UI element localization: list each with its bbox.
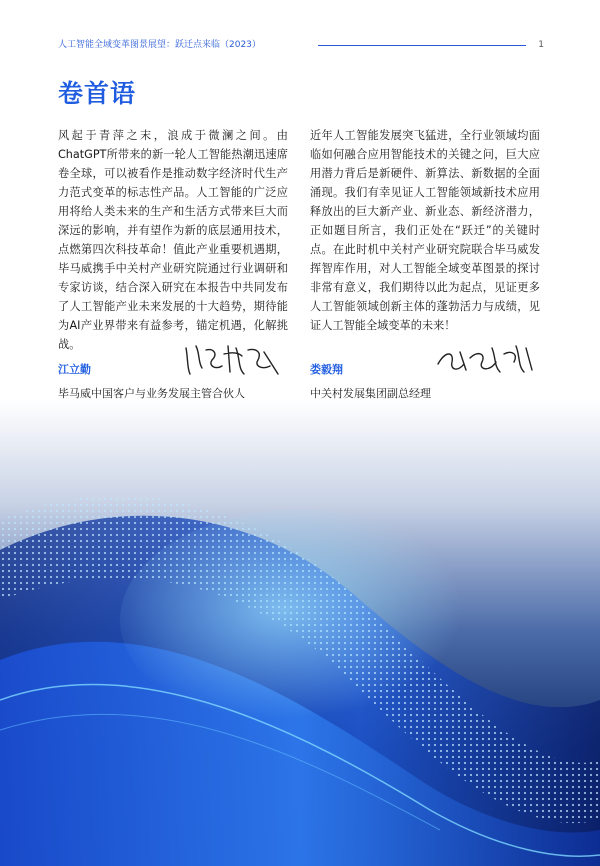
left-paragraph: 风起于青萍之末，浪成于微澜之间。由ChatGPT所带来的新一轮人工智能热潮迅速席卷全球，可以被看作是推动数字经济时代生产力范式变革的标志性产品。人工智能的广泛应用将给人类未来的生产和生活方式带来巨大而深远的影响，并有望作为新的底层通用技术，点燃第四次科技革命！值此产业重要机遇期，毕马威携手中关村产业研究院通过行业调研和专家访谈，结合深入研究在本报告中共同发布了人工智能产业未来发展的十大趋势，期待能为AI产业界带来有益参考，锚定机遇，化解挑战。 [58,129,288,351]
handwritten-signature-left [178,340,288,380]
right-column [310,126,540,335]
signatory-role-left: 毕马威中国客户与业务发展主管合伙人 [58,387,245,400]
signature-block-left [58,340,298,410]
signatory-name-left: 江立勤 [58,363,91,376]
header-divider [318,45,526,46]
signatory-role-right: 中关村发展集团副总经理 [310,387,431,400]
left-column [58,126,288,354]
signatory-name-right: 娄毅翔 [310,363,343,376]
handwritten-signature-right [432,340,542,380]
page-header [58,38,544,54]
page-number: 1 [538,40,544,50]
wave-background-art [0,400,600,866]
signature-block-right [310,340,550,410]
header-title: 人工智能全域变革图景展望：跃迁点来临（2023） [58,40,261,50]
section-title: 卷首语 [58,79,137,108]
right-paragraph: 近年人工智能发展突飞猛进，全行业领域均面临如何融合应用智能技术的关键之问，巨大应用潜力背后是新硬件、新算法、新数据的全面涌现。我们有幸见证人工智能领域新技术应用释放出的巨大新产业、新业态、新经济潜力，正如题目所言，我们正处在“跃迁”的关键时点。在此时机中关村产业研究院联合毕马威发挥智库作用，对人工智能全域变革图景的探讨非常有意义，我们期待以此为起点，见证更多人工智能领域创新主体的蓬勃活力与成绩，见证人工智能全域变革的未来！ [310,129,540,332]
